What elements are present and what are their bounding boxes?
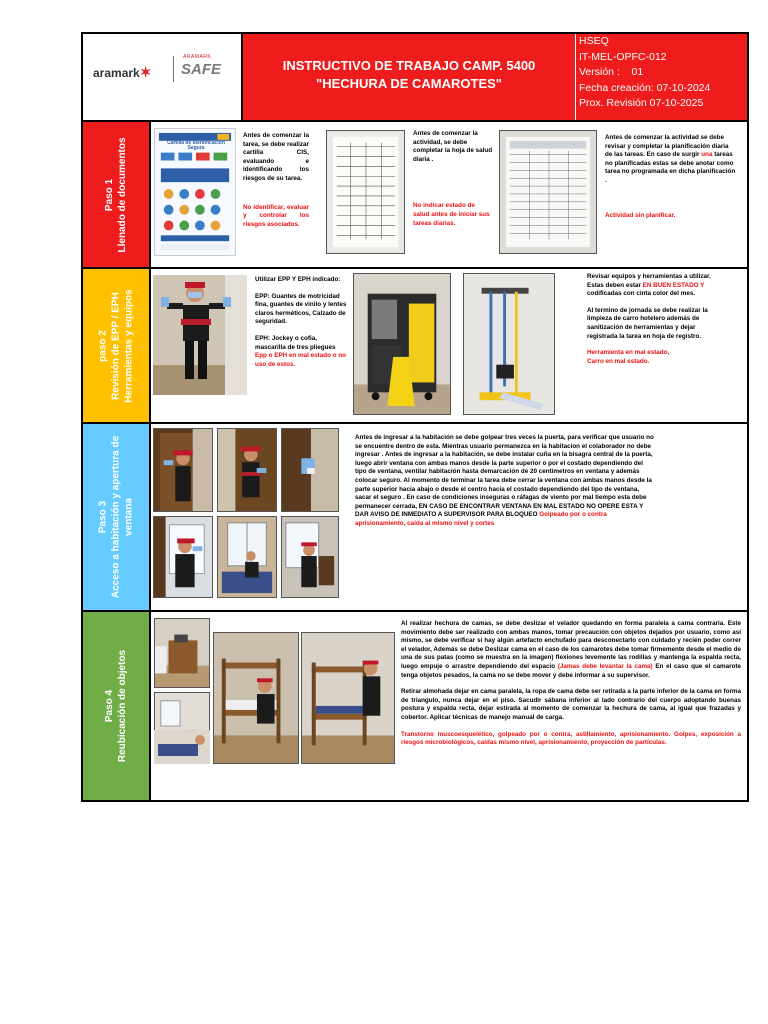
step-1-text-a: Antes de comenzar la tarea, se debe realizar cartilla CIS, evaluando e identificando los riesgos de su tarea. No identificar, evaluar y controlar los riesgos asociados.: [243, 132, 309, 228]
step-2-label: paso 2 Revisión de EPP / EPH Herramientas y equipos: [97, 288, 135, 403]
housekeeping-cart-image: [353, 273, 451, 415]
document-title: [243, 34, 575, 120]
step-2-risk-b1: Herramienta en mal estado,: [587, 349, 670, 357]
document-header: [83, 34, 747, 122]
door-wedge-image: [281, 428, 339, 512]
step-1-row: [83, 122, 747, 269]
open-door-image: [217, 428, 277, 512]
step-2-text-b: Revisar equipos y herramientas a utilizar. Estas deben estar EN BUEN ESTADO Y codificadas con cinta color del mes. Al termino de jornada se debe realizar la limpieza de carro hotelero además de sanitización de herramientas y dejar registrada la tarea en hoja de registro. Herramienta en mal estado, Carro en mal estado.: [587, 273, 717, 366]
bed-worker-image: [154, 730, 210, 764]
step-1-label: Paso 1 Llenado de documentos: [104, 136, 128, 253]
step-2-risk-a: Epp o EPH en mal estado o no uso de estos.: [255, 352, 346, 368]
safe-logo: SAFE: [181, 61, 222, 78]
cartilla-cis-image: [154, 128, 236, 256]
planificacion-image: [499, 130, 597, 254]
title-line-2: "HECHURA DE CAMAROTES": [316, 76, 502, 91]
step-1-text-b: Antes de comenzar la actividad, se debe completar la hoja de salud diaria . No indicar estado de salud antes de iniciar sus tareas diarias.: [413, 130, 493, 227]
step-2-risk-b2: Carro en mal estado.: [587, 357, 650, 365]
bunk-move-image: [213, 632, 299, 764]
step-3-text: Antes de ingresar a la habitación se debe golpear tres veces la puerta, para verificar que usuario no se encuentre dentro de esta. Mientras usuario permanezca en la habitacion el colaborador no debe ingresar . Antes de ingresar a la habitación, se debe instalar cuña en la bisagra central de la puerta, luego abrir ventana con ambas manos desde la parte superior o por el costado dependiendo del tipo de ventana, ventilar habitación hasta demarcación de 20 centímetros en ventana y además colocar seguro. Al momento de terminar la tarea debe cerrar la ventana con ambas manos desde la parte superior hacia abajo o desde el centro hacia el costado dependiendo del tipo de ventana, sacar el seguro . En caso de condiciones inseguras o ráfagas de viento por mal tiempo esta debe permanecer cerrada, EN CASO DE ENCONTRAR VENTANA EN MAL ESTADO NO OPERE ESTA Y DAR AVISO DE INMEDIATO A SUPERVISOR PARA BLOQUEO Golpeado por o contra aprisionamiento, caída al mismo nivel y cortes: [355, 434, 654, 527]
step-4-side: [83, 612, 151, 800]
step-3-risk: Golpeado por o contra aprisionamiento, caída al mismo nivel y cortes: [355, 511, 607, 527]
meta-code: IT-MEL-OPFC-012: [579, 50, 667, 63]
step-1-text-c: Antes de comenzar la actividad se debe revisar y completar la planificación diaria de las tareas. En caso de surgir una tareas no planificadas estas se debe anotar como tarea no programada en dicha planificación . Actividad sin planificar.: [605, 134, 736, 219]
nightstand-image: [154, 618, 210, 688]
step-4-row: [83, 612, 747, 800]
meta-version: Versión : 01: [579, 66, 644, 78]
logo-area: [83, 34, 243, 120]
close-window-image: [281, 516, 339, 598]
cleaning-tools-image: [463, 273, 555, 415]
step-2-side: [83, 269, 151, 422]
worker-epp-image: [153, 275, 247, 395]
step-3-side: [83, 424, 151, 610]
meta-creation-date: Fecha creación: 07-10-2024: [579, 81, 711, 94]
step-1-side: [83, 122, 151, 267]
window-view-image: [217, 516, 277, 598]
meta-area: HSEQ: [579, 35, 609, 47]
step-4-risk: Transtorno muscoesquelético, golpeado por o contra, astillamiento, aprisionamiento. Golpes, exposición a riesgos microbiológicos, caídas mismo nivel, aprisionamiento, proyección de partículas.: [401, 730, 741, 747]
logo-divider: [173, 56, 174, 82]
aramark-star-icon: ✶: [139, 64, 152, 80]
knock-door-image: [153, 428, 213, 512]
title-line-1: INSTRUCTIVO DE TRABAJO CAMP. 5400: [282, 58, 536, 73]
step-2-text-a: Utilizar EPP Y EPH indicado: EPP: Guantes de motricidad fina, guantes de vinilo y lentes claros herméticos, Calzado de seguridad. EPH: Jockey o cofia, mascarilla de tres pliegues Epp o EPH en mal estado o no uso de estos.: [255, 276, 347, 368]
instructivo-document: [81, 32, 749, 802]
step-1-risk-b: No indicar estado de salud antes de iniciar sus tareas diarias.: [413, 202, 490, 227]
step-1-risk-c: Actividad sin planificar.: [605, 211, 676, 219]
bunk-worker-image: [301, 632, 395, 764]
aramark-safe-small: ARAMARK: [183, 54, 212, 60]
step-1-risk-a: No identificar, evaluar y controlar los riesgos asociados.: [243, 203, 309, 228]
step-4-label: Paso 4 Reubicación de objetos: [104, 649, 128, 763]
cartilla-card-title: Cartilla de Identificación Segura: [167, 140, 225, 151]
step-4-text: Al realizar hechura de camas, se debe deslizar el velador quedando en forma paralela a cama contraria. Este movimiento debe ser realizado con ambas manos, tomar precaución con objetos dejados por usuario, como así mismo, se debe verificar si hay algún artefacto enchufado para desconectarlo con cuidado y recién poder correr el velador, Además se debe Deslizar cama en el caso de los camarotes debe tomar firmemente desde el medio de una de sus patas (como se muestra en la imagen) flexiones levemente las rodillas y mantenga la espalda recta, luego empuje o arrastre dependiendo del espacio (Jamas debe levantar la cama) En el caso que el camarote tenga objetos pesados, la cama no se debe mover y debe informar a su supervisor. Retirar almohada dejar en cama paralela, la ropa de cama debe ser retirada a la parte inferior de la cama en forma de triangulo, nunca dejar en el piso. Sacudir sábana inferior al lado contrario del cuerpo adoptando buenas postura y espalda recta, dejar estirada al momento de comenzar la hechura de cama, al igual que frazadas y cobertor. Aplicar técnicas de manejo manual de carga. Transtorno muscoesquelético, golpeado por o contra, astillamiento, aprisionamiento. Golpes, exposición a riesgos microbiológicos, caídas mismo nivel, aprisionamiento, proyección de partículas.: [401, 620, 741, 747]
meta-revision-date: Prox. Revisión 07-10-2025: [579, 97, 704, 109]
document-meta: [575, 34, 747, 120]
step-3-row: [83, 424, 747, 612]
step-3-label: Paso 3 Acceso a habitación y apertura de ventana: [97, 435, 135, 599]
step-2-row: [83, 269, 747, 424]
hoja-salud-image: [326, 130, 405, 254]
aramark-logo: aramark✶: [93, 64, 152, 80]
open-window-image: [153, 516, 213, 598]
